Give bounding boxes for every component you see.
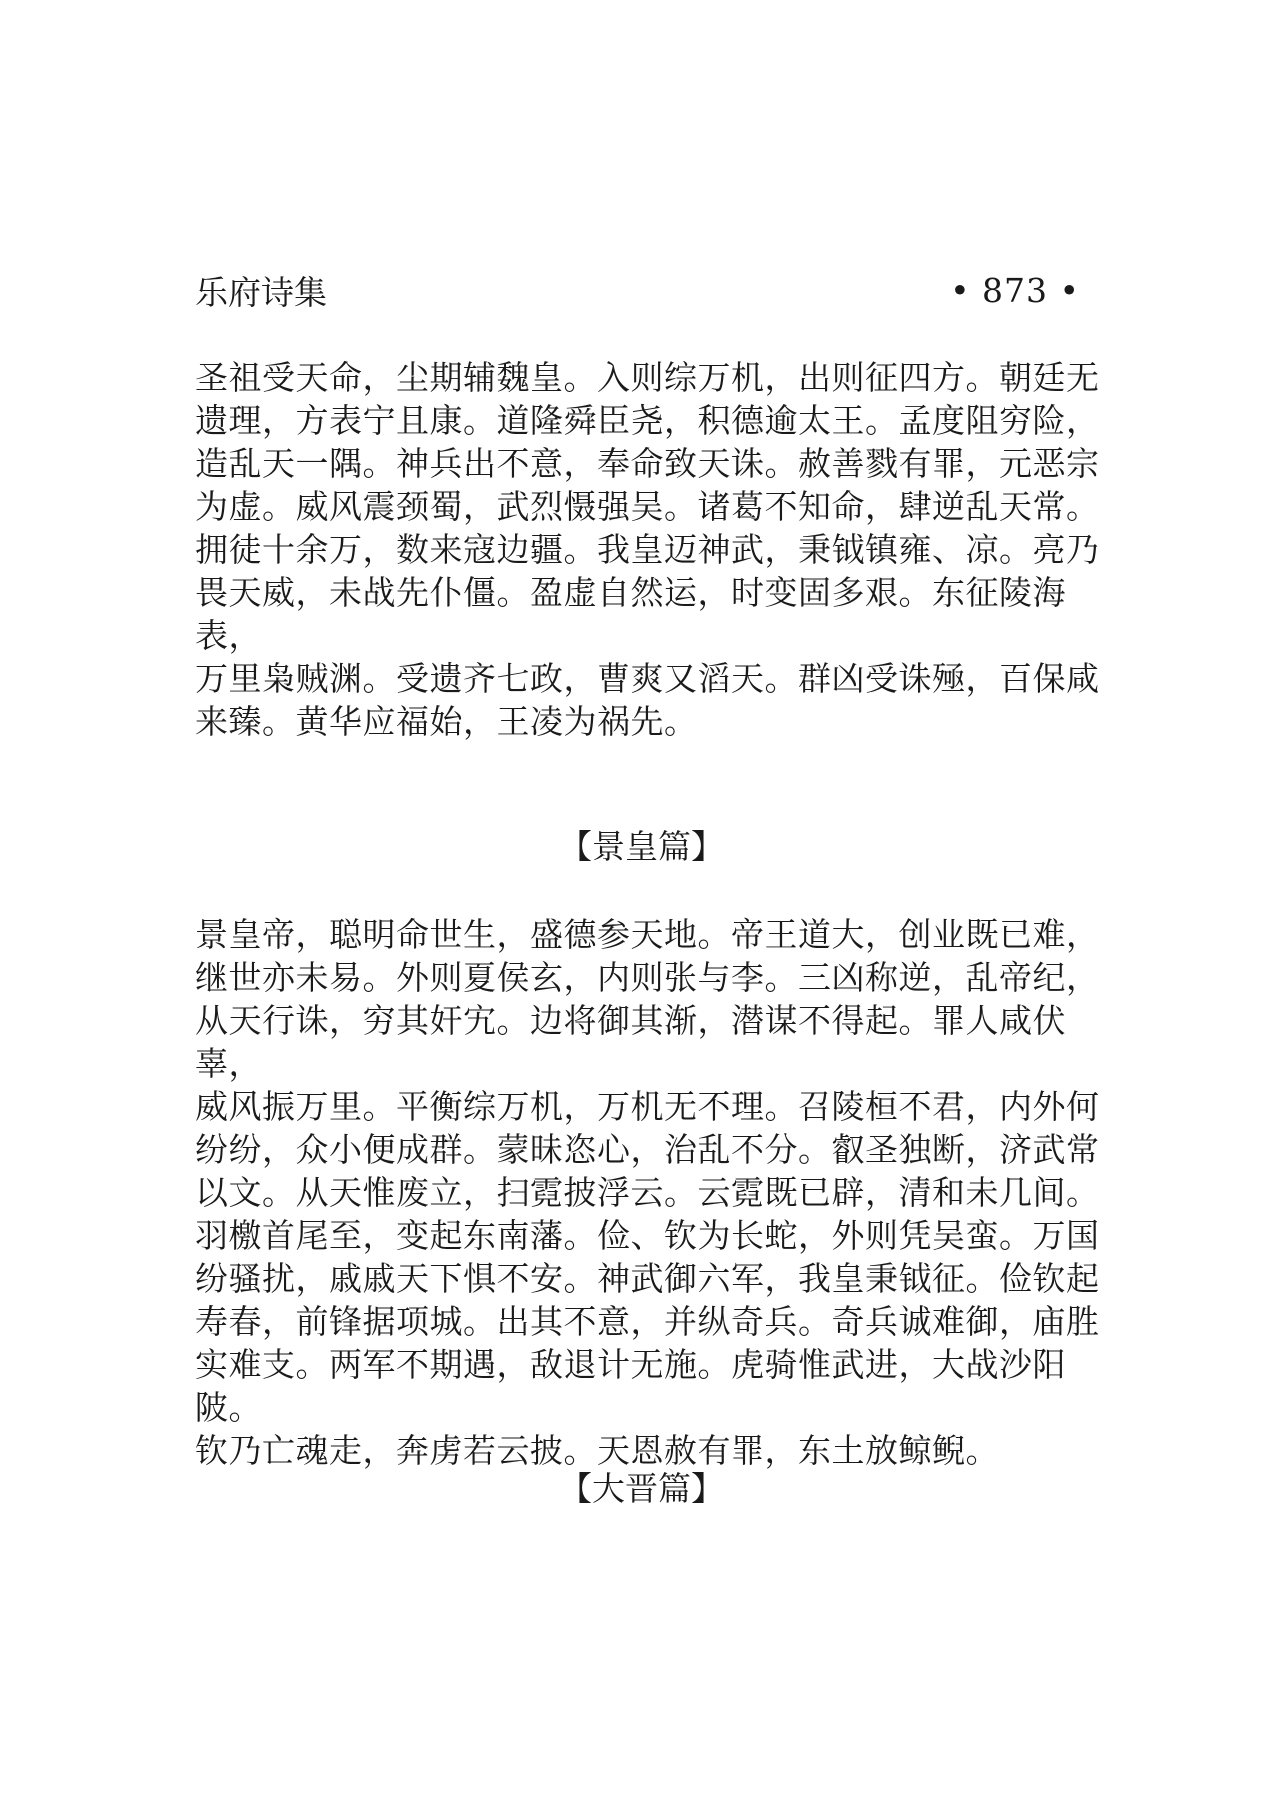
page-header xyxy=(195,268,1080,312)
section-title-jinghuang: 【景皇篇】 xyxy=(559,827,724,866)
book-title: 乐府诗集 xyxy=(195,272,327,312)
paragraph-jinghuang: 景皇帝，聪明命世生，盛德参天地。帝王道大，创业既已难， 继世亦未易。外则夏侯玄，内则张与李。三凶称逆，乱帝纪， 从天行诛，穷其奸宄。边将御其渐，潜谋不得起。罪人咸伏辜， 威风振万里。平衡综万机，万机无不理。召陵桓不君，内外何 纷纷，众小便成群。蒙昧恣心，治乱不分。叡圣独断，济武常 以文。从天惟废立，扫霓披浮云。云霓既已辟，清和未几间。 羽檄首尾至，变起东南藩。俭、钦为长蛇，外则凭吴蛮。万国 纷骚扰，戚戚天下惧不安。神武御六军，我皇秉钺征。俭钦起 寿春，前锋据项城。出其不意，并纵奇兵。奇兵诚难御，庙胜 实难支。两军不期遇，敌退计无施。虎骑惟武进，大战沙阳陂。 钦乃亡魂走，奔虏若云披。天恩赦有罪，东土放鲸鲵。 xyxy=(195,915,1100,1470)
paragraph-shengzu: 圣祖受天命，尘期辅魏皇。入则综万机，出则征四方。朝廷无 遗理，方表宁且康。道隆舜臣尧，积德逾太王。孟度阻穷险， 造乱天一隅。神兵出不意，奉命致天诛。赦善戮有罪，元恶宗 为虚。威风震颈蜀，武烈慑强吴。诸葛不知命，肆逆乱天常。 拥徒十余万，数来寇边疆。我皇迈神武，秉钺镇雍、凉。亮乃 畏天威，未战先仆僵。盈虚自然运，时变固多艰。东征陵海表， 万里枭贼渊。受遗齐七政，曹爽又滔天。群凶受诛殛，百保咸 来臻。黄华应福始，王凌为祸先。 xyxy=(195,358,1100,741)
section-title-dajin: 【大晋篇】 xyxy=(559,1469,724,1508)
page-number: • 873 • xyxy=(950,270,1080,310)
